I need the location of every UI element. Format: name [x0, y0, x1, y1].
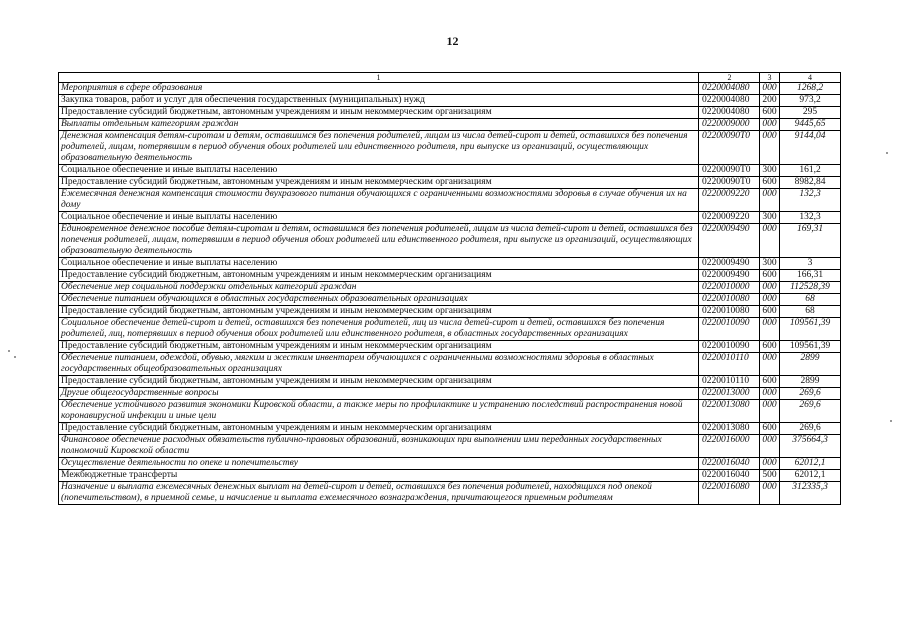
row-type-cell: 300 [760, 165, 780, 177]
table-header-row [59, 73, 841, 83]
table-row [59, 353, 841, 376]
row-code-cell: 0220016080 [699, 482, 760, 505]
row-name-cell: Ежемесячная денежная компенсация стоимости двухразового питания обучающихся с ограниченными возможностями здоровья в случае обучения их на дому [59, 189, 699, 212]
row-code-cell: 0220013080 [699, 423, 760, 435]
row-name-cell: Предоставление субсидий бюджетным, автономным учреждениям и иным некоммерческим организациям [59, 341, 699, 353]
row-code-cell: 0220010110 [699, 353, 760, 376]
row-code-cell: 0220013080 [699, 400, 760, 423]
row-name-cell: Обеспечение питанием обучающихся в областных государственных образовательных организациях [59, 294, 699, 306]
row-type-cell: 600 [760, 376, 780, 388]
header-col-4: 4 [780, 73, 841, 83]
table-row [59, 189, 841, 212]
scan-speck [890, 420, 892, 422]
row-name-cell: Денежная компенсация детям-сиротам и детям, оставшимся без попечения родителей, лицам из числа детей-сирот и детей, оставшихся без попечения родителей, лицам, потерявшим в период обучения обоих родителей или единственного родителя, при выпуске из организаций, осуществляющих образовательную деятельность [59, 131, 699, 165]
table-row [59, 83, 841, 95]
table-row [59, 270, 841, 282]
row-code-cell: 0220010090 [699, 318, 760, 341]
row-type-cell: 000 [760, 131, 780, 165]
header-col-3: 3 [760, 73, 780, 83]
row-value-cell: 68 [780, 294, 841, 306]
row-code-cell: 0220004080 [699, 95, 760, 107]
row-value-cell: 3 [780, 258, 841, 270]
row-type-cell: 600 [760, 270, 780, 282]
row-type-cell: 000 [760, 482, 780, 505]
table-row [59, 294, 841, 306]
row-value-cell: 9144,04 [780, 131, 841, 165]
row-name-cell: Обеспечение питанием, одеждой, обувью, мягким и жестким инвентарем обучающихся с ограниченными возможностями здоровья в областных государственных общеобразовательных организациях [59, 353, 699, 376]
row-value-cell: 973,2 [780, 95, 841, 107]
table-row [59, 131, 841, 165]
row-type-cell: 000 [760, 282, 780, 294]
table-row [59, 212, 841, 224]
row-name-cell: Межбюджетные трансферты [59, 470, 699, 482]
table-row [59, 376, 841, 388]
row-code-cell: 0220010080 [699, 306, 760, 318]
table-row [59, 224, 841, 258]
row-type-cell: 000 [760, 353, 780, 376]
table-row [59, 165, 841, 177]
row-value-cell: 8982,84 [780, 177, 841, 189]
row-name-cell: Назначение и выплата ежемесячных денежных выплат на детей-сирот и детей, оставшихся без попечения родителей, находящихся под опекой (попечительством), в приемной семье, и начисление и выплата ежемесячного вознаграждения, причитающегося приемным родителям [59, 482, 699, 505]
row-name-cell: Единовременное денежное пособие детям-сиротам и детям, оставшимся без попечения родителей, лицам из числа детей-сирот и детей, оставшихся без попечения родителей, лицам, потерявшим в период обучения обоих родителей или единственного родителя, при выпуске из организаций, осуществляющих образовательную деятельность [59, 224, 699, 258]
table-row [59, 177, 841, 189]
row-value-cell: 375664,3 [780, 435, 841, 458]
row-code-cell: 0220004080 [699, 107, 760, 119]
header-col-2: 2 [699, 73, 760, 83]
row-value-cell: 1268,2 [780, 83, 841, 95]
row-name-cell: Предоставление субсидий бюджетным, автономным учреждениям и иным некоммерческим организациям [59, 306, 699, 318]
row-type-cell: 600 [760, 423, 780, 435]
row-value-cell: 269,6 [780, 423, 841, 435]
table-row [59, 435, 841, 458]
row-code-cell: 0220009490 [699, 258, 760, 270]
row-value-cell: 312335,3 [780, 482, 841, 505]
row-value-cell: 2899 [780, 376, 841, 388]
row-name-cell: Выплаты отдельным категориям граждан [59, 119, 699, 131]
row-type-cell: 600 [760, 107, 780, 119]
row-value-cell: 62012,1 [780, 470, 841, 482]
row-type-cell: 000 [760, 435, 780, 458]
table-row [59, 341, 841, 353]
row-name-cell: Предоставление субсидий бюджетным, автономным учреждениям и иным некоммерческим организациям [59, 423, 699, 435]
row-code-cell: 0220016040 [699, 470, 760, 482]
row-name-cell: Осуществление деятельности по опеке и попечительству [59, 458, 699, 470]
scan-speck [14, 356, 16, 358]
table-row [59, 470, 841, 482]
row-code-cell: 0220010000 [699, 282, 760, 294]
row-value-cell: 68 [780, 306, 841, 318]
row-code-cell: 0220016040 [699, 458, 760, 470]
row-type-cell: 000 [760, 400, 780, 423]
row-code-cell: 0220010080 [699, 294, 760, 306]
row-code-cell: 0220009220 [699, 212, 760, 224]
row-code-cell: 0220004080 [699, 83, 760, 95]
table-row [59, 306, 841, 318]
header-col-1: 1 [59, 73, 699, 83]
row-name-cell: Финансовое обеспечение расходных обязательств публично-правовых образований, возникающих при выполнении ими переданных государственных полномочий Кировской области [59, 435, 699, 458]
page-number: 12 [446, 34, 459, 48]
table-row [59, 258, 841, 270]
row-code-cell: 02200090Т0 [699, 165, 760, 177]
row-name-cell: Закупка товаров, работ и услуг для обеспечения государственных (муниципальных) нужд [59, 95, 699, 107]
table-row [59, 388, 841, 400]
row-type-cell: 600 [760, 306, 780, 318]
row-value-cell: 112528,39 [780, 282, 841, 294]
row-value-cell: 169,31 [780, 224, 841, 258]
row-name-cell: Социальное обеспечение и иные выплаты населению [59, 165, 699, 177]
row-code-cell: 0220009490 [699, 224, 760, 258]
row-value-cell: 109561,39 [780, 318, 841, 341]
row-value-cell: 269,6 [780, 388, 841, 400]
table-row [59, 119, 841, 131]
row-value-cell: 62012,1 [780, 458, 841, 470]
table-row [59, 400, 841, 423]
row-type-cell: 000 [760, 458, 780, 470]
row-name-cell: Предоставление субсидий бюджетным, автономным учреждениям и иным некоммерческим организациям [59, 376, 699, 388]
row-value-cell: 109561,39 [780, 341, 841, 353]
row-type-cell: 000 [760, 189, 780, 212]
row-type-cell: 500 [760, 470, 780, 482]
row-code-cell: 0220016000 [699, 435, 760, 458]
row-name-cell: Обеспечение устойчивого развития экономики Кировской области, а также меры по профилактике и устранению последствий распространения новой коронавирусной инфекции и иные цели [59, 400, 699, 423]
row-name-cell: Мероприятия в сфере образования [59, 83, 699, 95]
row-code-cell: 02200090Т0 [699, 177, 760, 189]
table-row [59, 318, 841, 341]
table-row [59, 423, 841, 435]
row-type-cell: 600 [760, 341, 780, 353]
scan-speck [8, 350, 10, 352]
row-name-cell: Социальное обеспечение и иные выплаты населению [59, 258, 699, 270]
row-value-cell: 132,3 [780, 212, 841, 224]
row-value-cell: 2899 [780, 353, 841, 376]
budget-table [58, 72, 841, 505]
row-type-cell: 300 [760, 258, 780, 270]
row-type-cell: 000 [760, 388, 780, 400]
row-value-cell: 269,6 [780, 400, 841, 423]
table-row [59, 458, 841, 470]
table-row [59, 482, 841, 505]
row-value-cell: 132,3 [780, 189, 841, 212]
row-code-cell: 0220009490 [699, 270, 760, 282]
row-value-cell: 9445,65 [780, 119, 841, 131]
row-name-cell: Предоставление субсидий бюджетным, автономным учреждениям и иным некоммерческим организациям [59, 107, 699, 119]
row-name-cell: Предоставление субсидий бюджетным, автономным учреждениям и иным некоммерческим организациям [59, 270, 699, 282]
table-row [59, 95, 841, 107]
row-code-cell: 0220013000 [699, 388, 760, 400]
row-code-cell: 02200090Т0 [699, 131, 760, 165]
scan-speck [886, 152, 888, 154]
row-type-cell: 000 [760, 224, 780, 258]
row-type-cell: 000 [760, 119, 780, 131]
row-type-cell: 000 [760, 294, 780, 306]
row-name-cell: Предоставление субсидий бюджетным, автономным учреждениям и иным некоммерческим организациям [59, 177, 699, 189]
row-value-cell: 295 [780, 107, 841, 119]
row-value-cell: 166,31 [780, 270, 841, 282]
row-name-cell: Социальное обеспечение детей-сирот и детей, оставшихся без попечения родителей, лиц из числа детей-сирот и детей, оставшихся без попечения родителей, лиц, потерявших в период обучения обоих родителей или единственного родителя, в областных государственных организациях [59, 318, 699, 341]
row-value-cell: 161,2 [780, 165, 841, 177]
row-name-cell: Другие общегосударственные вопросы [59, 388, 699, 400]
row-name-cell: Обеспечение мер социальной поддержки отдельных категорий граждан [59, 282, 699, 294]
row-code-cell: 0220010110 [699, 376, 760, 388]
table-row [59, 282, 841, 294]
row-type-cell: 300 [760, 212, 780, 224]
row-type-cell: 000 [760, 83, 780, 95]
row-code-cell: 0220009220 [699, 189, 760, 212]
row-code-cell: 0220009000 [699, 119, 760, 131]
table-row [59, 107, 841, 119]
row-type-cell: 600 [760, 177, 780, 189]
row-name-cell: Социальное обеспечение и иные выплаты населению [59, 212, 699, 224]
row-type-cell: 200 [760, 95, 780, 107]
row-type-cell: 000 [760, 318, 780, 341]
row-code-cell: 0220010090 [699, 341, 760, 353]
